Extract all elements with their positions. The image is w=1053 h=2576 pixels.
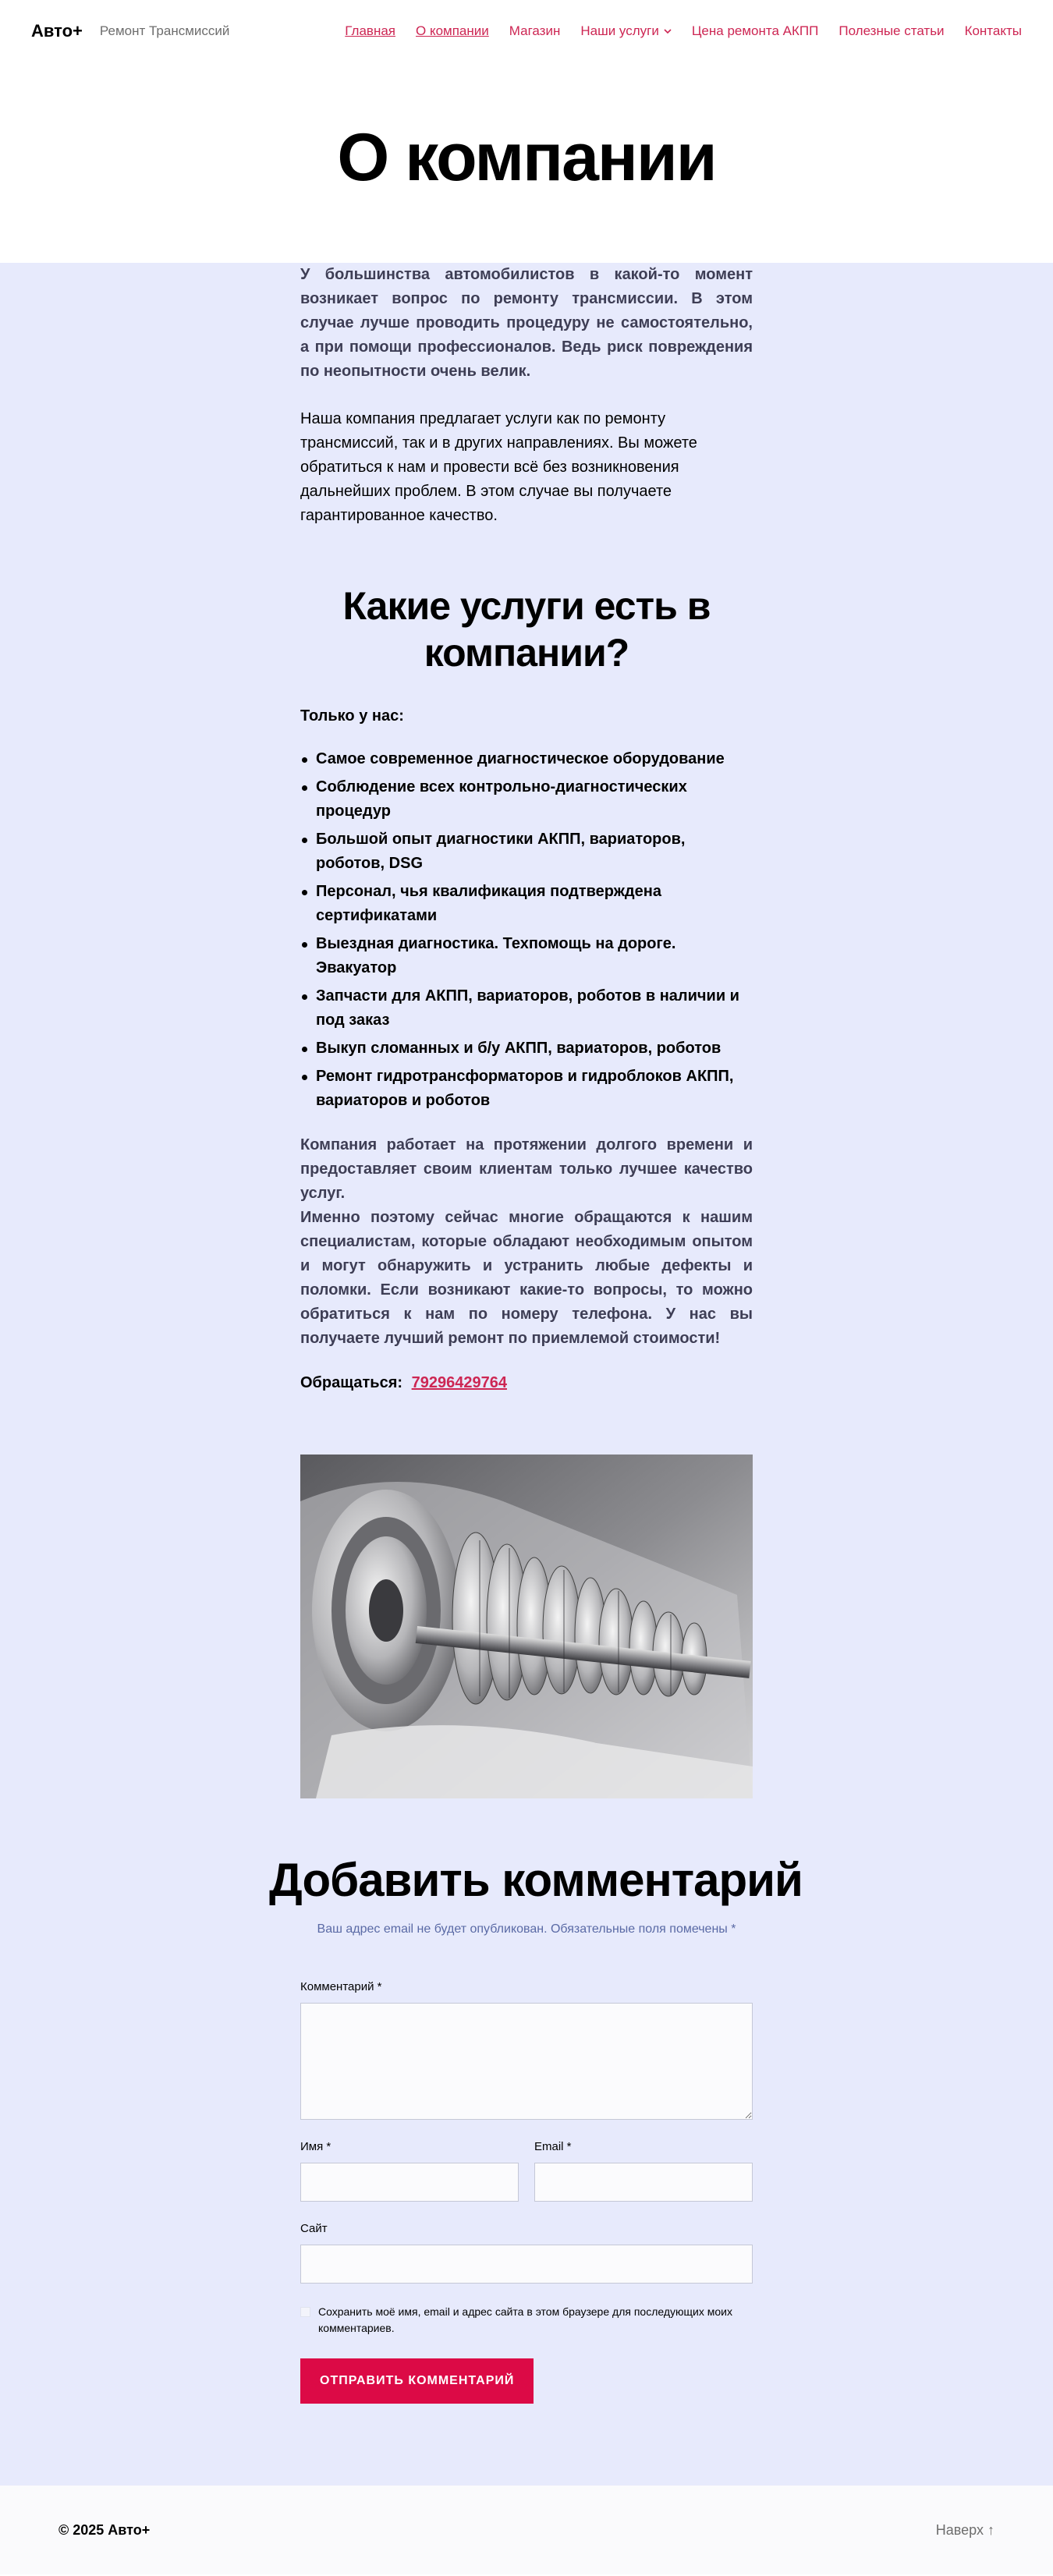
services-heading: Какие услуги есть в компании?	[342, 584, 711, 675]
intro-paragraph: Наша компания предлагает услуги как по ремонту трансмиссий, так и в других направлениях. Вы можете обратиться к нам и провести всё без возникновения дальнейших проблем. В этом случае вы получаете гарантированное качество.	[300, 410, 697, 524]
closing-line-1: Компания работает на протяжении долгого времени и предоставляет своим клиентам только лучшее качество услуг.	[300, 1136, 753, 1202]
entry-content	[300, 263, 753, 1853]
page-content	[0, 263, 1053, 2486]
copyright: © 2025 Авто+	[58, 2521, 151, 2538]
email-field-label: Email *	[534, 2140, 572, 2153]
list-item: Запчасти для АКПП, вариаторов, роботов в наличии и под заказ	[316, 984, 753, 1033]
nav-item-services-label: Наши услуги	[580, 23, 659, 38]
nav-item-contacts[interactable]: Контакты	[964, 23, 1022, 38]
name-field-label: Имя *	[300, 2140, 332, 2153]
list-item: Ремонт гидротрансформаторов и гидроблоков АКПП, вариаторов и роботов	[316, 1065, 753, 1113]
list-item: Персонал, чья квалификация подтверждена сертификатами	[316, 880, 753, 928]
comment-field-label: Комментарий *	[300, 1980, 382, 1993]
cookies-consent	[300, 2304, 753, 2337]
name-input[interactable]	[300, 2163, 519, 2202]
contact-line	[300, 1374, 753, 1392]
nav-item-articles[interactable]: Полезные статьи	[838, 23, 945, 38]
list-item: Большой опыт диагностики АКПП, вариаторов, роботов, DSG	[316, 827, 753, 876]
page-title: О компании	[337, 120, 716, 195]
features-list	[300, 747, 753, 1113]
list-item: Самое современное диагностическое оборудование	[316, 747, 753, 771]
intro-paragraph-bold: У большинства автомобилистов в какой-то момент возникает вопрос по ремонту трансмиссии. В этом случае лучше проводить процедуру не самостоятельно, а при помощи профессионалов. Ведь риск повреждения по неопытности очень велик.	[300, 266, 753, 380]
name-email-row	[300, 2140, 753, 2202]
only-us-label: Только у нас:	[300, 707, 404, 725]
nav-item-home[interactable]: Главная	[345, 23, 395, 38]
back-to-top-link[interactable]: Наверх ↑	[935, 2521, 994, 2538]
site-title[interactable]: Авто+	[31, 21, 83, 41]
site-field-label: Сайт	[300, 2222, 328, 2235]
nav-item-prices[interactable]: Цена ремонта АКПП	[691, 23, 819, 38]
name-field-group	[300, 2140, 519, 2202]
comment-heading: Добавить комментарий	[269, 1854, 803, 1906]
list-item: Соблюдение всех контрольно-диагностических процедур	[316, 775, 753, 824]
list-item: Выездная диагностика. Техпомощь на дороге. Эвакуатор	[316, 932, 753, 980]
brand	[31, 21, 229, 41]
page-hero	[0, 62, 1053, 263]
list-item: Выкуп сломанных и б/у АКПП, вариаторов, роботов	[316, 1036, 753, 1061]
primary-nav	[345, 23, 1022, 39]
phone-link[interactable]: 79296429764	[411, 1374, 507, 1391]
comment-notes: Ваш адрес email не будет опубликован. Обязательные поля помечены *	[317, 1922, 736, 1936]
transmission-image	[300, 1455, 753, 1798]
site-input[interactable]	[300, 2245, 753, 2284]
chevron-down-icon	[664, 27, 672, 35]
cookies-consent-label: Сохранить моё имя, email и адрес сайта в этом браузере для последующих моих комментариев.	[318, 2305, 732, 2334]
site-header	[0, 0, 1053, 62]
email-field-group	[534, 2140, 753, 2202]
nav-item-about[interactable]: О компании	[416, 23, 489, 38]
cookies-consent-checkbox[interactable]	[300, 2307, 310, 2317]
comment-textarea[interactable]	[300, 2003, 753, 2120]
site-field-group	[300, 2222, 753, 2284]
site-description: Ремонт Трансмиссий	[99, 23, 230, 38]
comment-form-section	[269, 1853, 803, 2486]
contact-label: Обращаться:	[300, 1374, 403, 1391]
nav-item-services[interactable]	[580, 23, 672, 39]
email-input[interactable]	[534, 2163, 753, 2202]
site-footer	[0, 2486, 1053, 2574]
nav-item-shop[interactable]: Магазин	[509, 23, 561, 38]
submit-comment-button[interactable]: ОТПРАВИТЬ КОММЕНТАРИЙ	[300, 2358, 534, 2404]
closing-paragraph	[300, 1133, 753, 1351]
closing-line-2: Именно поэтому сейчас многие обращаются к нашим специалистам, которые обладают необходимым опытом и могут обнаружить и устранить любые дефекты и поломки. Если возникают какие-то вопросы, то можно обратиться к нам по номеру телефона. У нас вы получаете лучший ремонт по приемлемой стоимости!	[300, 1209, 753, 1347]
